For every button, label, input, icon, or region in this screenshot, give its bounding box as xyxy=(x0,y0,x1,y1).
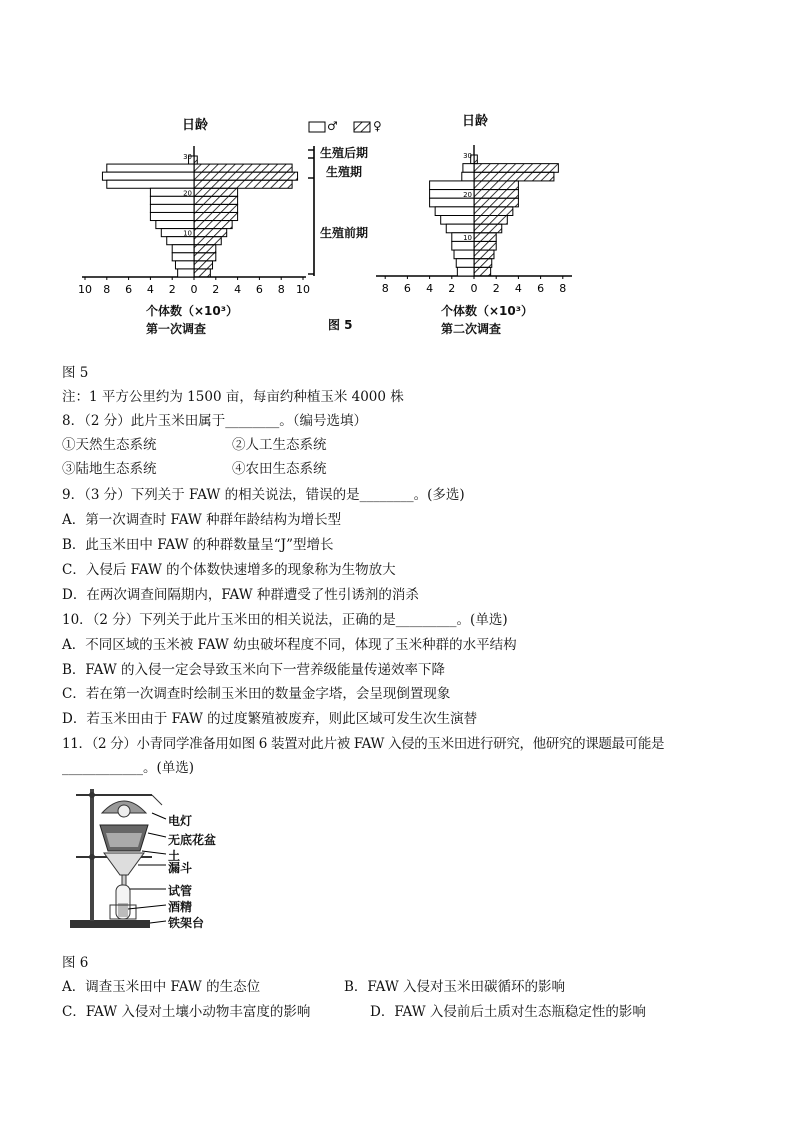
figure-center-label: 图 5 xyxy=(328,318,353,332)
first-male-bar-8 xyxy=(156,221,194,229)
first-female-bar-9 xyxy=(194,229,227,237)
q8-option-3: ③陆地生态系统 xyxy=(62,461,157,477)
q9-option-b: B．此玉米田中 FAW 的种群数量呈“J”型增长 xyxy=(62,537,334,553)
first-female-bar-7 xyxy=(194,212,238,220)
second-male-bar-3 xyxy=(430,181,474,190)
bulb xyxy=(118,805,130,817)
first-female-bar-3 xyxy=(194,180,292,188)
second-female-bar-11 xyxy=(474,250,494,259)
q11-option-a: A．调查玉米田中 FAW 的生态位 xyxy=(62,979,261,995)
second-female-bar-3 xyxy=(474,181,518,190)
legend-female-label: ♀ xyxy=(373,119,382,133)
q9-option-d: D．在两次调查间隔期内，FAW 种群遭受了性引诱剂的消杀 xyxy=(62,587,419,603)
q8-option-2: ②人工生态系统 xyxy=(232,437,327,453)
left-yaxis-title: 日龄 xyxy=(182,118,209,133)
second-x-tick-5: 2 xyxy=(492,282,500,295)
first-x-tick-5: 0 xyxy=(190,283,198,296)
first-x-tick-3: 4 xyxy=(146,283,154,296)
first-female-bar-5 xyxy=(194,196,238,204)
pyramid-second-survey xyxy=(376,145,572,295)
label-tube: 试管 xyxy=(168,884,193,898)
question-11-blank: ____________。(单选) xyxy=(62,760,195,776)
first-x-tick-4: 2 xyxy=(168,283,176,296)
q8-option-4: ④农田生态系统 xyxy=(232,461,327,477)
pyramid-first-survey xyxy=(78,146,310,296)
second-x-tick-4: 0 xyxy=(470,282,478,295)
q10-option-a: A．不同区域的玉米被 FAW 幼虫破坏程度不同，体现了玉米种群的水平结构 xyxy=(62,637,517,653)
right-yaxis-title: 日龄 xyxy=(462,114,489,129)
label-pot: 无底花盆 xyxy=(168,833,217,847)
first-male-bar-5 xyxy=(150,196,194,204)
second-x-tick-6: 4 xyxy=(514,282,522,295)
right-title: 第二次调查 xyxy=(441,322,502,336)
q11-option-b: B．FAW 入侵对玉米田碳循环的影响 xyxy=(344,979,565,995)
second-male-bar-12 xyxy=(456,259,474,268)
second-age-tick-20: 20 xyxy=(463,190,472,199)
legend-male-swatch xyxy=(309,122,325,132)
label-soil: 土 xyxy=(168,849,181,863)
second-x-tick-8: 8 xyxy=(559,282,567,295)
q9-option-c: C．入侵后 FAW 的个体数快速增多的现象称为生物放大 xyxy=(62,562,396,578)
second-male-bar-6 xyxy=(435,207,474,216)
q11-option-d: D．FAW 入侵前后土质对生态瓶稳定性的影响 xyxy=(370,1004,646,1020)
first-male-bar-10 xyxy=(167,237,194,245)
first-x-tick-6: 2 xyxy=(212,283,220,296)
first-x-tick-2: 6 xyxy=(125,283,133,296)
first-female-bar-4 xyxy=(194,188,238,196)
first-female-bar-1 xyxy=(194,164,292,172)
second-female-bar-9 xyxy=(474,233,496,242)
first-age-tick-30: 30 xyxy=(183,153,192,161)
stand-base xyxy=(70,920,150,928)
first-female-bar-6 xyxy=(194,204,238,212)
stage-late-label: 生殖后期 xyxy=(320,146,369,160)
label-funnel: 漏斗 xyxy=(168,861,193,875)
first-female-bar-8 xyxy=(194,221,232,229)
stage-early-label: 生殖前期 xyxy=(320,226,369,240)
first-x-tick-1: 8 xyxy=(103,283,111,296)
second-female-bar-13 xyxy=(474,267,491,276)
second-female-bar-8 xyxy=(474,224,502,233)
left-xlabel: 个体数（×10³） xyxy=(146,304,239,318)
second-male-bar-2 xyxy=(462,172,474,181)
second-female-bar-4 xyxy=(474,190,518,199)
first-x-tick-0: 10 xyxy=(78,283,92,296)
second-male-bar-10 xyxy=(452,241,474,250)
first-male-bar-3 xyxy=(107,180,194,188)
second-female-bar-5 xyxy=(474,198,518,207)
second-male-bar-5 xyxy=(430,198,474,207)
second-male-bar-13 xyxy=(457,267,474,276)
first-female-bar-13 xyxy=(194,261,213,269)
second-female-bar-1 xyxy=(474,164,558,173)
fig6-caption: 图 6 xyxy=(62,955,89,971)
question-11: 11．（2 分）小青同学准备用如图 6 装置对此片被 FAW 入侵的玉米田进行研究，他研究的课题最可能是 xyxy=(62,736,665,752)
label-stand: 铁架台 xyxy=(168,916,205,930)
second-female-bar-2 xyxy=(474,172,554,181)
second-age-tick-30: 30 xyxy=(463,152,472,160)
question-10: 10．（2 分）下列关于此片玉米田的相关说法，正确的是_________。(单选) xyxy=(62,612,508,628)
first-male-bar-11 xyxy=(172,245,194,253)
first-male-bar-2 xyxy=(102,172,194,180)
left-title: 第一次调查 xyxy=(146,322,207,336)
q9-option-a: A．第一次调查时 FAW 种群年龄结构为增长型 xyxy=(62,512,342,528)
second-female-bar-10 xyxy=(474,241,496,250)
right-xlabel: 个体数（×10³） xyxy=(441,304,534,318)
first-age-tick-10: 10 xyxy=(183,229,192,238)
second-female-bar-7 xyxy=(474,216,507,225)
question-9: 9．（3 分）下列关于 FAW 的相关说法，错误的是________。(多选) xyxy=(62,487,465,503)
second-male-bar-1 xyxy=(463,164,474,173)
funnel xyxy=(104,853,144,875)
figure-5 xyxy=(0,0,794,345)
note: 注：1 平方公里约为 1500 亩，每亩约种植玉米 4000 株 xyxy=(62,389,404,405)
stage-mid-label: 生殖期 xyxy=(326,165,363,179)
fig5-caption: 图 5 xyxy=(62,365,89,381)
first-male-bar-7 xyxy=(150,212,194,220)
second-x-tick-7: 6 xyxy=(537,282,545,295)
figure-6-apparatus xyxy=(62,785,262,935)
second-female-bar-0 xyxy=(474,155,477,164)
first-x-tick-7: 4 xyxy=(234,283,242,296)
first-female-bar-14 xyxy=(194,269,210,277)
second-female-bar-12 xyxy=(474,259,492,268)
second-female-bar-6 xyxy=(474,207,513,216)
first-age-tick-20: 20 xyxy=(183,189,192,198)
first-male-bar-13 xyxy=(175,261,194,269)
second-age-tick-10: 10 xyxy=(463,234,472,243)
first-x-tick-8: 6 xyxy=(255,283,263,296)
legend-male-label: ♂ xyxy=(327,119,338,133)
first-x-tick-10: 10 xyxy=(296,283,310,296)
first-x-tick-9: 8 xyxy=(277,283,285,296)
second-male-bar-8 xyxy=(446,224,474,233)
label-lamp: 电灯 xyxy=(168,814,193,828)
label-alcohol: 酒精 xyxy=(168,900,193,914)
q11-option-c: C．FAW 入侵对土壤小动物丰富度的影响 xyxy=(62,1004,311,1020)
first-female-bar-11 xyxy=(194,245,216,253)
first-male-bar-1 xyxy=(107,164,194,172)
second-x-tick-2: 4 xyxy=(426,282,434,295)
q10-option-d: D．若玉米田由于 FAW 的过度繁殖被废弃，则此区域可发生次生演替 xyxy=(62,711,478,727)
first-female-bar-2 xyxy=(194,172,298,180)
legend-female-swatch xyxy=(354,122,370,132)
first-male-bar-6 xyxy=(150,204,194,212)
first-female-bar-10 xyxy=(194,237,221,245)
first-male-bar-14 xyxy=(178,269,194,277)
q8-option-1: ①天然生态系统 xyxy=(62,437,157,453)
second-male-bar-11 xyxy=(454,250,474,259)
first-female-bar-0 xyxy=(194,156,197,164)
q10-option-b: B．FAW 的入侵一定会导致玉米向下一营养级能量传递效率下降 xyxy=(62,662,445,678)
question-8: 8．（2 分）此片玉米田属于________。（编号选填） xyxy=(62,413,367,429)
second-male-bar-7 xyxy=(441,216,474,225)
first-female-bar-12 xyxy=(194,253,216,261)
first-male-bar-12 xyxy=(172,253,194,261)
second-x-tick-3: 2 xyxy=(448,282,456,295)
second-x-tick-0: 8 xyxy=(381,282,389,295)
q10-option-c: C．若在第一次调查时绘制玉米田的数量金字塔，会呈现倒置现象 xyxy=(62,686,451,702)
second-x-tick-1: 6 xyxy=(403,282,411,295)
